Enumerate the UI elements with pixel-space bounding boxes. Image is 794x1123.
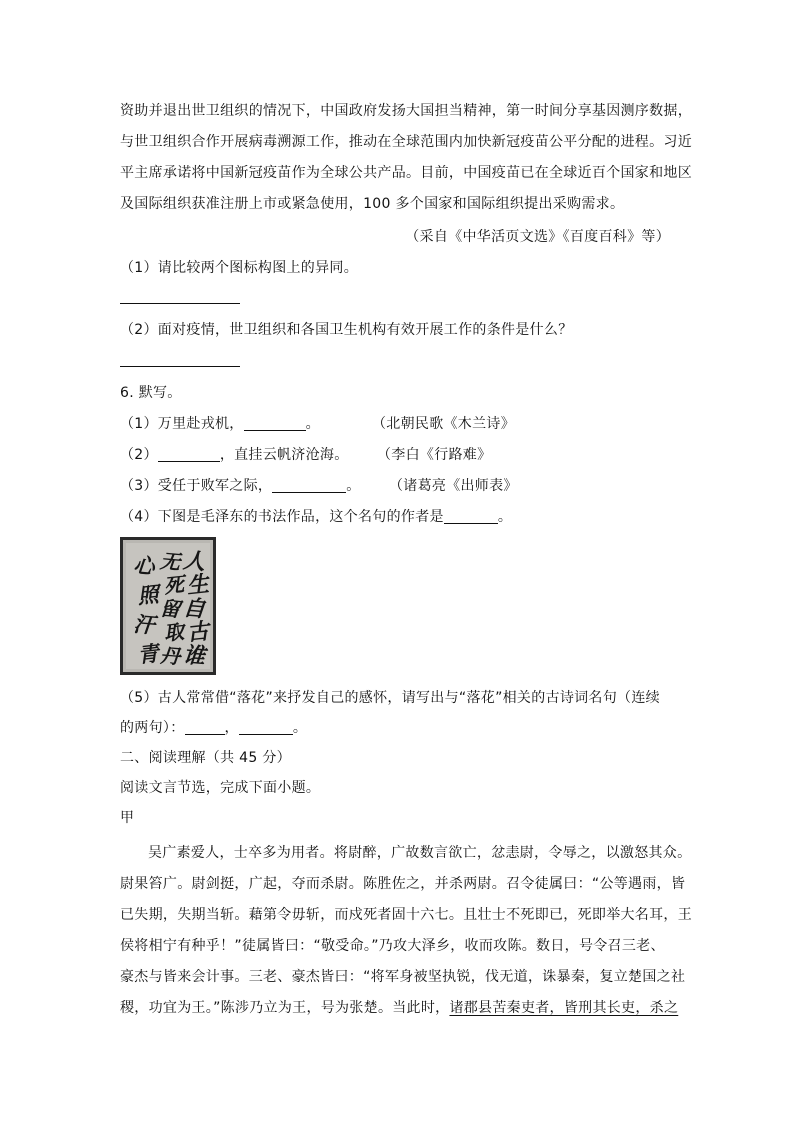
q6-item-5-end: 。 <box>292 720 308 736</box>
q6-item-1-end: 。 <box>305 416 320 432</box>
calligraphy-char: 汗 <box>132 611 156 638</box>
q6-item-5-prompt: 的两句）： <box>120 720 185 736</box>
q6-item-3-end: 。 <box>346 478 361 494</box>
q6-item-2-source: （李白《行路难》 <box>377 447 492 463</box>
q5-sub2-answer-line[interactable] <box>120 366 240 367</box>
calligraphy-char: 自 <box>182 594 207 623</box>
q6-item-5-blank-1[interactable] <box>185 720 225 735</box>
calligraphy-char: 生 <box>185 571 211 600</box>
q6-item-5-line1: （5）古人常常借“落花”来抒发自己的感怀，请写出与“落花”相关的古诗词名句（连续 <box>120 690 660 706</box>
q6-item-3-text: （3）受任于败军之际， <box>120 478 273 494</box>
q6-item-1-text: （1）万里赴戎机， <box>120 416 244 432</box>
classical-line-6-text: 稷，功宜为王。”陈涉乃立为王，号为张楚。当此时， <box>120 1000 450 1016</box>
classical-underlined-sentence: 诸郡县苦秦吏者，皆刑其长吏，杀之 <box>449 1000 679 1016</box>
section-2-instruction: 阅读文言节选，完成下面小题。 <box>120 780 321 796</box>
calligraphy-char: 人 <box>182 547 207 576</box>
calligraphy-char: 留 <box>159 595 182 622</box>
calligraphy-char: 照 <box>136 581 160 609</box>
calligraphy-char: 丹 <box>159 643 182 669</box>
calligraphy-image <box>120 537 216 675</box>
classical-line-4: 侯将相宁有种乎！”徒属皆曰：“敬受命。”乃攻大泽乡，收而攻陈。数日，号令召三老、 <box>120 938 665 954</box>
passage-line-3: 平主席承诺将中国新冠疫苗作为全球公共产品。目前，中国疫苗已在全球近百个国家和地区 <box>120 165 692 181</box>
q6-item-1-blank[interactable] <box>244 416 306 431</box>
passage-line-2: 与世卫组织合作开展病毒溯源工作，推动在全球范围内加快新冠疫苗公平分配的进程。习近 <box>120 134 692 150</box>
q6-item-4-blank[interactable] <box>444 509 498 524</box>
section-2-label: 甲 <box>120 810 135 826</box>
q6-item-2-text: （2） <box>120 447 158 463</box>
q6-item-2-end: ，直挂云帆济沧海。 <box>219 447 349 463</box>
calligraphy-char: 谁 <box>182 642 207 670</box>
passage-source: （采自《中华活页文选》《百度百科》等） <box>405 229 670 245</box>
calligraphy-char: 古 <box>185 618 211 647</box>
classical-line-6 <box>120 998 680 1018</box>
q5-sub2: （2）面对疫情，世卫组织和各国卫生机构有效开展工作的条件是什么？ <box>120 322 573 338</box>
q6-item-4-end: 。 <box>497 509 513 525</box>
section-2-heading: 二、阅读理解（共 45 分） <box>120 750 291 766</box>
q6-title: 6. 默写。 <box>120 385 182 401</box>
classical-line-2: 尉果笞广。尉剑挺，广起，夺而杀尉。陈胜佐之，并杀两尉。召令徒属曰：“公等遇雨，皆 <box>120 876 686 892</box>
q6-item-2-blank[interactable] <box>158 447 220 462</box>
q6-item-3-blank[interactable] <box>272 478 346 493</box>
classical-line-1: 吴广素爱人，士卒多为用者。将尉醉，广故数言欲亡，忿恚尉，令辱之，以激怒其众。 <box>148 845 692 861</box>
calligraphy-char: 无 <box>159 548 182 575</box>
q6-item-5-line2 <box>120 718 680 738</box>
q5-sub1-answer-line[interactable] <box>120 303 240 304</box>
calligraphy-char: 青 <box>136 640 160 668</box>
q6-item-5-comma: ， <box>224 720 239 736</box>
calligraphy-char: 死 <box>162 572 186 599</box>
classical-line-5: 豪杰与皆来会计事。三老、豪杰皆曰：“将军身被坚执锐，伐无道，诛暴秦，复立楚国之社 <box>120 969 686 985</box>
calligraphy-char: 取 <box>162 619 186 646</box>
q6-item-3-source: （诸葛亮《出师表》 <box>389 478 518 494</box>
q6-item-4-text: （4）下图是毛泽东的书法作品，这个名句的作者是 <box>120 509 444 525</box>
q6-item-4 <box>120 507 680 527</box>
q5-sub1: （1）请比较两个图标构图上的异同。 <box>120 260 359 276</box>
q6-item-5-blank-2[interactable] <box>239 720 293 735</box>
passage-line-1: 资助并退出世卫组织的情况下，中国政府发扬大国担当精神，第一时间分享基因测序数据， <box>120 103 692 119</box>
calligraphy-char: 心 <box>132 552 156 579</box>
passage-line-4: 及国际组织获准注册上市或紧急使用，100 多个国家和国际组织提出采购需求。 <box>120 196 625 212</box>
classical-line-3: 已失期，失期当斩。藉第令毋斩，而戍死者固十六七。且壮士不死即已，死即举大名耳，王 <box>120 907 692 923</box>
q6-item-1-source: （北朝民歌《木兰诗》 <box>372 416 515 432</box>
